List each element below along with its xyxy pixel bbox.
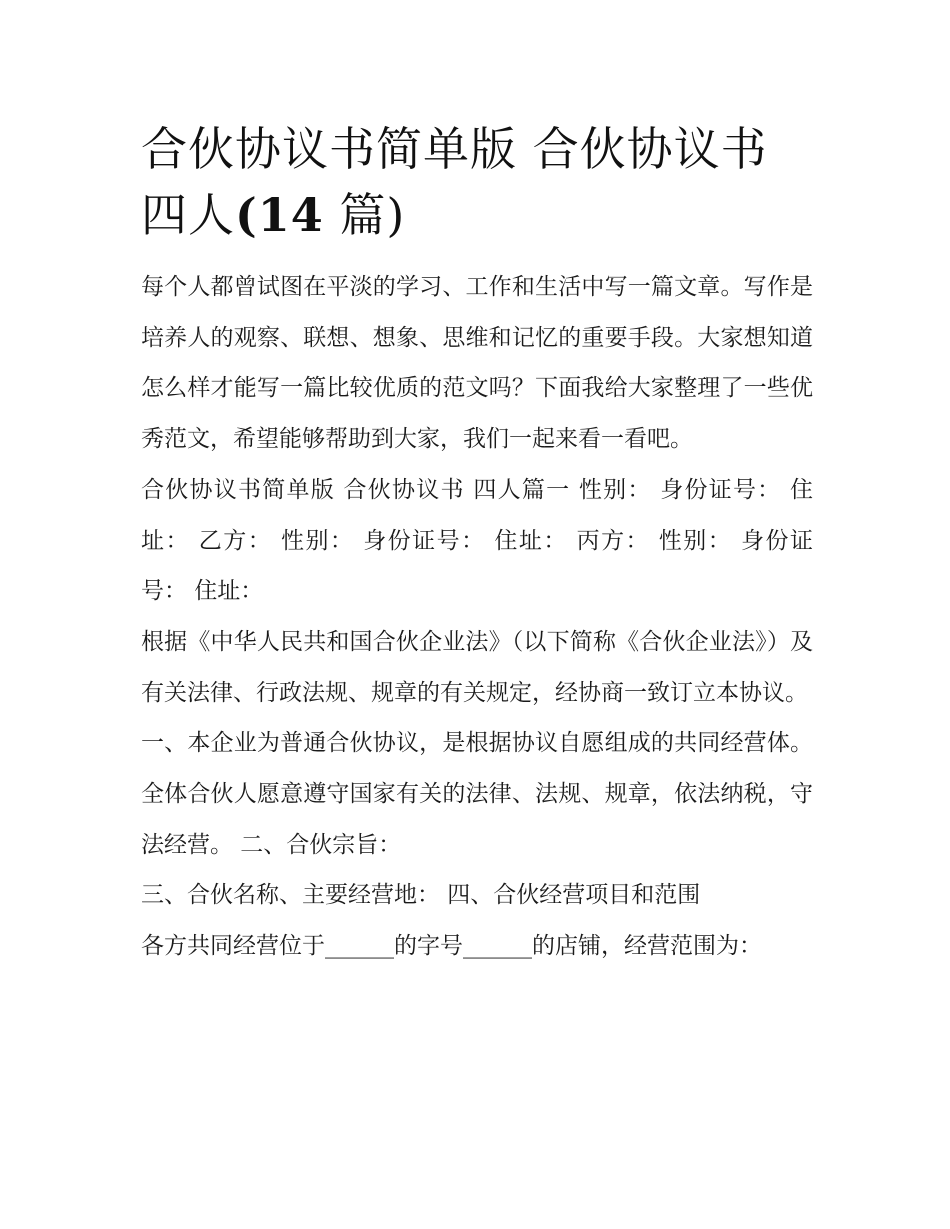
clause-three-four-paragraph: 三、合伙名称、主要经营地： 四、合伙经营项目和范围 — [141, 882, 701, 909]
title-line-2-suffix: 篇) — [323, 188, 406, 242]
intro-paragraph: 每个人都曾试图在平淡的学习、工作和生活中写一篇文章。写作是培养人的观察、联想、想象、思维和记忆的重要手段。大家想知道怎么样才能写一篇比较优质的范文吗？下面我给大家整理了一些优秀范文，希望能够帮助到大家，我们一起来看一看吧。 — [141, 274, 813, 453]
title-line-2-number: (14 — [235, 188, 324, 242]
title-line-1: 合伙协议书简单版 合伙协议书 — [141, 122, 768, 176]
legal-basis-paragraph: 根据《中华人民共和国合伙企业法》（以下简称《合伙企业法》）及有关法律、行政法规、规章的有关规定，经协商一致订立本协议。 — [141, 628, 813, 706]
clause-one-paragraph: 一、本企业为普通合伙协议，是根据协议自愿组成的共同经营体。全体合伙人愿意遵守国家有关的法律、法规、规章，依法纳税，守法经营。 二、合伙宗旨： — [141, 730, 813, 858]
document-page — [141, 116, 813, 972]
title-line-2-prefix: 四人 — [141, 188, 235, 242]
document-title — [141, 116, 813, 248]
document-body — [141, 262, 813, 972]
business-scope-paragraph: 各方共同经营位于______的字号______的店铺，经营范围为： — [141, 933, 762, 960]
parties-paragraph: 合伙协议书简单版 合伙协议书 四人篇一 性别： 身份证号： 住址： 乙方： 性别： 身份证号： 住址： 丙方： 性别： 身份证号： 住址： — [141, 476, 813, 605]
